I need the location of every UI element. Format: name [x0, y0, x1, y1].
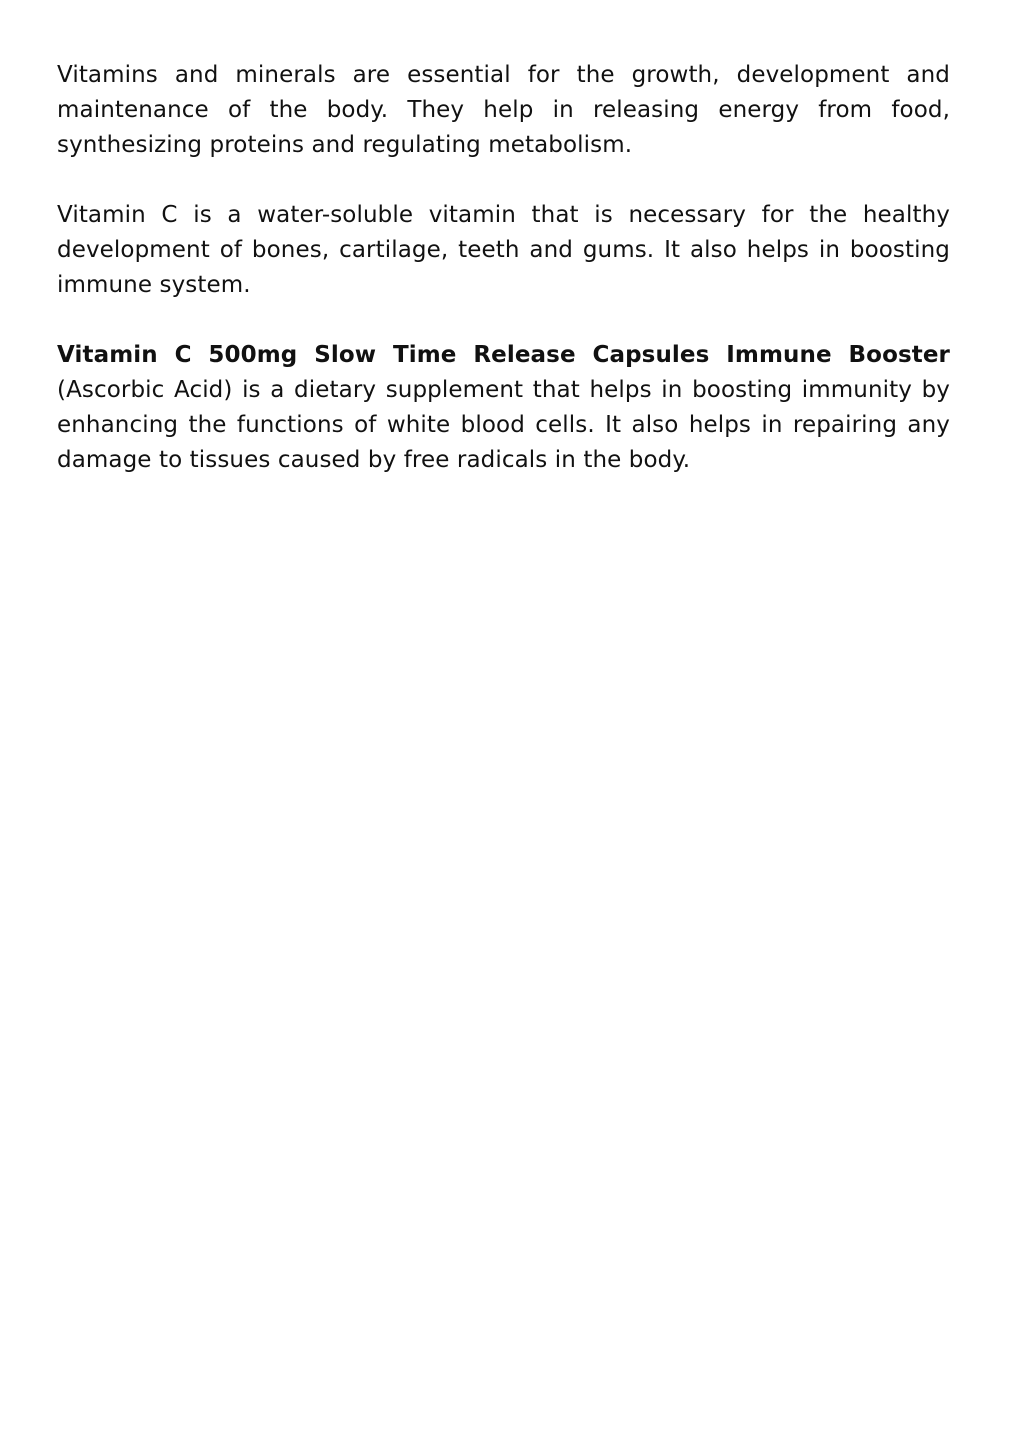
- paragraph-text: Vitamins and minerals are essential for the growth, development and maintenance of the body. They help in releasing energy from food, synthesizing proteins and regulating metabolism.: [57, 62, 950, 158]
- paragraph-text: Vitamin C is a water-soluble vitamin that is necessary for the healthy development of bones, cartilage, teeth and gums. It also helps in boosting immune system.: [57, 202, 950, 298]
- paragraph-vitamin-c: [57, 198, 950, 303]
- paragraph-vitamins-minerals: [57, 58, 950, 163]
- document-page: [57, 58, 950, 478]
- paragraph-product-description: [57, 338, 950, 478]
- product-name: Vitamin C 500mg Slow Time Release Capsules Immune Booster: [57, 342, 950, 368]
- paragraph-text: (Ascorbic Acid) is a dietary supplement that helps in boosting immunity by enhancing the functions of white blood cells. It also helps in repairing any damage to tissues caused by free radicals in the body.: [57, 377, 950, 473]
